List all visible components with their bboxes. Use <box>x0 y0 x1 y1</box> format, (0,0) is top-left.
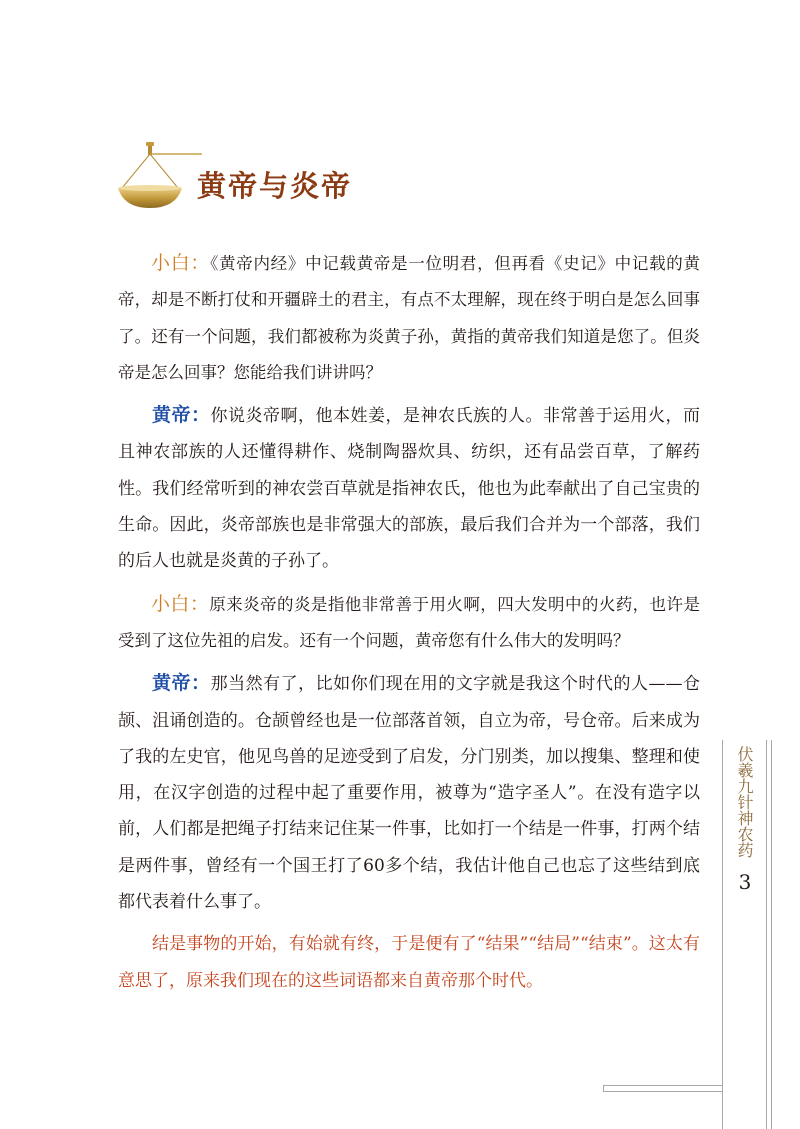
paragraph-text: 《黄帝内经》中记载黄帝是一位明君，但再看《史记》中记载的黄帝，却是不断打仗和开疆辟土的君主，有点不太理解，现在终于明白是怎么回事了。还有一个问题，我们都被称为炎黄子孙，黄指的黄帝我们知道是您了。但炎帝是怎么回事？您能给我们讲讲吗？ <box>118 254 700 382</box>
dialogue-paragraph <box>118 586 700 660</box>
running-title: 伏羲九针神农药 <box>735 746 754 858</box>
speaker-label: 黄帝： <box>152 672 211 695</box>
speaker-label: 小白： <box>151 592 210 615</box>
speaker-label: 黄帝： <box>152 404 211 427</box>
paragraph-text: 你说炎帝啊，他本姓姜，是神农氏族的人。非常善于运用火，而且神农部族的人还懂得耕作、烧制陶器炊具、纺织，还有品尝百草，了解药性。我们经常听到的神农尝百草就是指神农氏，他也为此奉献出了自己宝贵的生命。因此，炎帝部族也是非常强大的部族，最后我们合并为一个部落，我们的后人也就是炎黄的子孙了。 <box>118 406 700 572</box>
page-title: 黄帝与炎帝 <box>197 169 353 203</box>
margin-rule <box>766 740 767 1129</box>
dialogue-paragraph <box>118 397 700 579</box>
corner-rule <box>603 1085 722 1086</box>
margin-rule <box>771 740 772 1129</box>
dialogue-body <box>118 245 700 1005</box>
scale-balance-icon <box>112 140 202 220</box>
corner-rule <box>603 1091 722 1092</box>
paragraph-text: 那当然有了，比如你们现在用的文字就是我这个时代的人——仓颉、沮诵创造的。仓颉曾经也是一位部落首领，自立为帝，号仓帝。后来成为了我的左史官，他见鸟兽的足迹受到了启发，分门别类，加以搜集、整理和使用，在汉字创造的过程中起了重要作用，被尊为“造字圣人”。在没有造字以前，人们都是把绳子打结来记住某一件事，比如打一个结是一件事，打两个结是两件事，曾经有一个国王打了60多个结，我估计他自己也忘了这些结到底都代表着什么事了。 <box>118 674 700 913</box>
page-number: 3 <box>738 870 752 894</box>
paragraph-text: 原来炎帝的炎是指他非常善于用火啊，四大发明中的火药，也许是受到了这位先祖的启发。还有一个问题，黄帝您有什么伟大的发明吗？ <box>118 594 700 650</box>
corner-rule <box>603 1085 604 1092</box>
section-heading <box>112 140 392 220</box>
note-paragraph: 结是事物的开始，有始就有终，于是便有了“结果”“结局”“结束”。这太有意思了，原来我们现在的这些词语都来自黄帝那个时代。 <box>118 934 700 991</box>
dialogue-paragraph <box>118 665 700 920</box>
margin-rule <box>722 740 723 1129</box>
dialogue-paragraph <box>118 245 700 391</box>
speaker-label: 小白： <box>151 252 211 274</box>
